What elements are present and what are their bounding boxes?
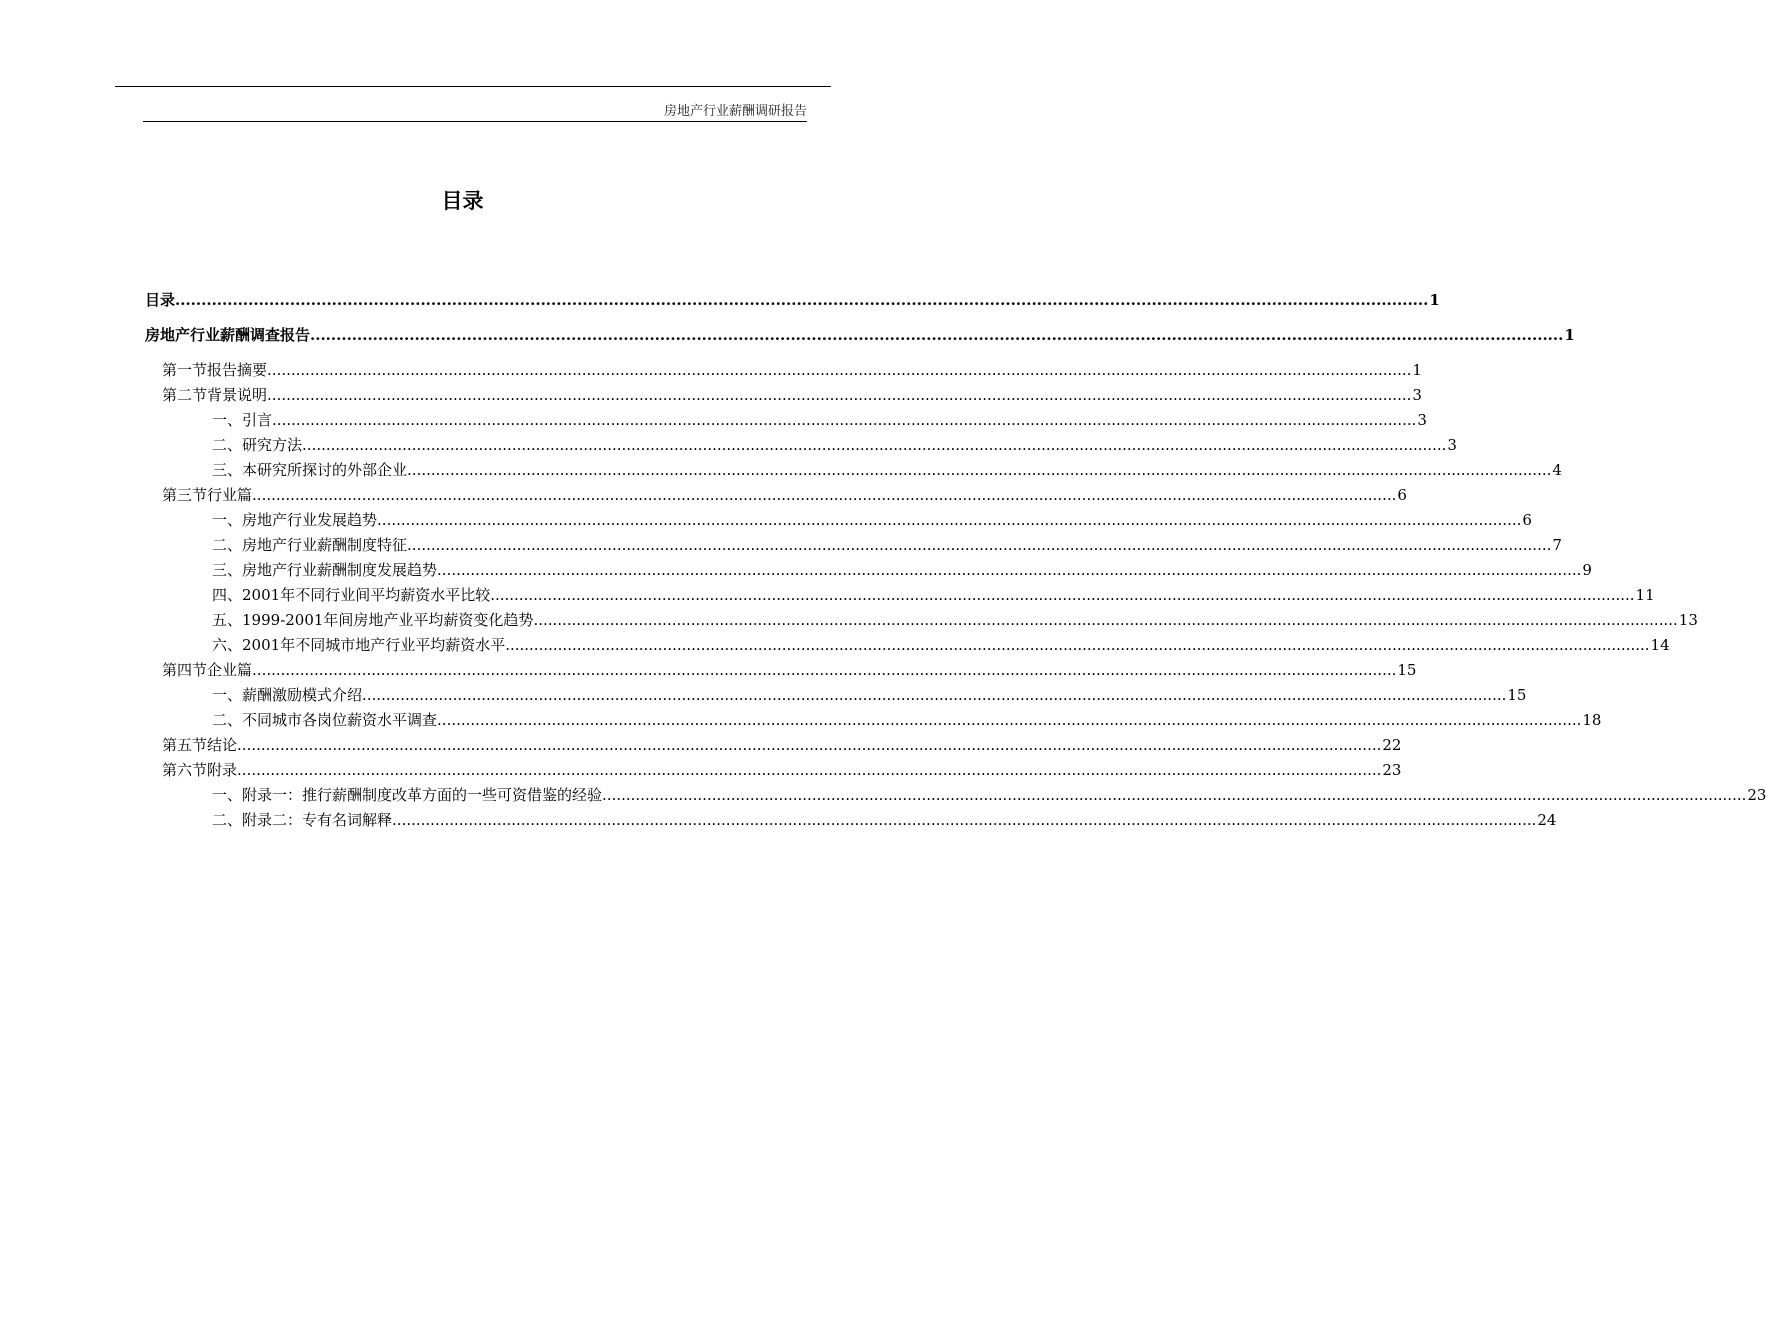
toc-entry-section[interactable] [145,358,1422,383]
toc-entry-subsection[interactable] [145,508,1532,533]
toc-page-number: 13 [1678,611,1698,629]
top-rule [115,86,831,87]
toc-leader [267,358,1411,383]
toc-entry-number: 一、 [212,786,243,804]
toc-entry-title: 结论 [207,736,238,754]
toc-entry-section[interactable] [145,758,1402,783]
toc-entry-title: 目录 [145,291,176,309]
toc-entry-number: 三、 [212,461,243,479]
toc-entry-subsection[interactable] [145,608,1698,633]
toc-leader [392,808,1536,833]
toc-page-number: 15 [1397,661,1417,679]
toc-leader [505,633,1649,658]
toc-entry-subsection[interactable] [145,533,1562,558]
toc-entry-number: 二、 [212,711,243,729]
toc-entry-number: 三、 [212,561,243,579]
toc-entry-title: 房地产行业发展趋势 [242,511,378,529]
toc-page-number: 4 [1552,461,1562,479]
toc-entry-number: 一、 [212,686,243,704]
toc-entry-number: 第三节 [162,486,208,504]
toc-page-number: 15 [1507,686,1527,704]
toc-leader [407,533,1551,558]
toc-page-number: 22 [1382,736,1402,754]
toc-page-number: 9 [1582,561,1592,579]
toc-entry-title: 本研究所探讨的外部企业 [242,461,408,479]
toc-entry-title: 附录二：专有名词解释 [242,811,393,829]
toc-leader [302,433,1446,458]
toc-page-number: 23 [1747,786,1766,804]
toc-entry-section[interactable] [145,733,1402,758]
toc-entry-subsection[interactable] [145,558,1592,583]
toc-page-number: 1 [1429,291,1440,309]
toc-entry-number: 二、 [212,436,243,454]
toc-leader [252,483,1396,508]
table-of-contents [145,288,1766,833]
header-rule [143,121,807,122]
toc-page-number: 1 [1564,326,1575,344]
toc-leader [310,323,1563,348]
toc-entry-section[interactable] [145,658,1417,683]
toc-entry-title: 报告摘要 [207,361,268,379]
toc-entry-number: 六、 [212,636,243,654]
toc-entry-number: 第一节 [162,361,208,379]
toc-page-number: 1 [1412,361,1422,379]
toc-entry-subsection[interactable] [145,408,1427,433]
toc-entry-title: 研究方法 [242,436,303,454]
toc-entry-number: 五、 [212,611,243,629]
toc-entry-number: 四、 [212,586,243,604]
toc-leader [175,288,1428,313]
toc-page-number: 6 [1397,486,1407,504]
toc-entry-title: 背景说明 [207,386,268,404]
toc-page-number: 7 [1552,536,1562,554]
toc-page-number: 14 [1650,636,1670,654]
toc-entry-subsection[interactable] [145,783,1766,808]
toc-leader [437,558,1581,583]
toc-leader [267,383,1411,408]
toc-entry-subsection[interactable] [145,808,1557,833]
toc-leader [490,583,1634,608]
toc-entry-title: 房地产行业薪酬调查报告 [145,326,311,344]
toc-entry-number: 第五节 [162,736,208,754]
toc-entry-title: 不同城市各岗位薪资水平调查 [242,711,438,729]
toc-entry-title: 2001年不同城市地产行业平均薪资水平 [242,636,506,654]
toc-page-number: 11 [1635,586,1655,604]
toc-entry-title: 房地产行业薪酬制度发展趋势 [242,561,438,579]
toc-entry-title: 行业篇 [207,486,253,504]
toc-entry-title: 附录一：推行薪酬制度改革方面的一些可资借鉴的经验 [242,786,603,804]
toc-entry-number: 第六节 [162,761,208,779]
toc-entry-section[interactable] [145,383,1422,408]
toc-entry-title: 附录 [207,761,238,779]
toc-leader [237,758,1381,783]
toc-leader [237,733,1381,758]
toc-entry-title: 房地产行业薪酬制度特征 [242,536,408,554]
toc-entry-subsection[interactable] [145,433,1457,458]
toc-entry-number: 第四节 [162,661,208,679]
toc-page-number: 18 [1582,711,1602,729]
toc-page-number: 3 [1417,411,1427,429]
running-header: 房地产行业薪酬调研报告 [663,104,807,119]
toc-entry-subsection[interactable] [145,683,1527,708]
toc-entry-number: 二、 [212,536,243,554]
toc-entry-title: 引言 [242,411,273,429]
toc-leader [362,683,1506,708]
toc-page-number: 24 [1537,811,1557,829]
toc-entry-number: 一、 [212,411,243,429]
toc-leader [252,658,1396,683]
toc-entry-title: 2001年不同行业间平均薪资水平比较 [242,586,491,604]
toc-leader [602,783,1746,808]
toc-entry-title: 薪酬激励模式介绍 [242,686,363,704]
toc-entry-report[interactable] [145,323,1575,358]
toc-leader [533,608,1677,633]
toc-leader [437,708,1581,733]
toc-entry-subsection[interactable] [145,583,1655,608]
toc-entry-number: 二、 [212,811,243,829]
toc-entry-section[interactable] [145,483,1407,508]
toc-leader [407,458,1551,483]
toc-page-number: 23 [1382,761,1402,779]
toc-entry-number: 第二节 [162,386,208,404]
toc-entry-subsection[interactable] [145,708,1602,733]
toc-leader [272,408,1416,433]
toc-leader [377,508,1521,533]
page-title: 目录 [441,189,484,213]
toc-entry-subsection[interactable] [145,458,1562,483]
toc-page-number: 6 [1522,511,1532,529]
toc-entry-subsection[interactable] [145,633,1670,658]
toc-entry-number: 一、 [212,511,243,529]
toc-entry-title: 1999-2001年间房地产业平均薪资变化趋势 [242,611,534,629]
toc-page-number: 3 [1412,386,1422,404]
toc-entry-contents[interactable] [145,288,1440,323]
toc-page-number: 3 [1447,436,1457,454]
toc-entry-title: 企业篇 [207,661,253,679]
